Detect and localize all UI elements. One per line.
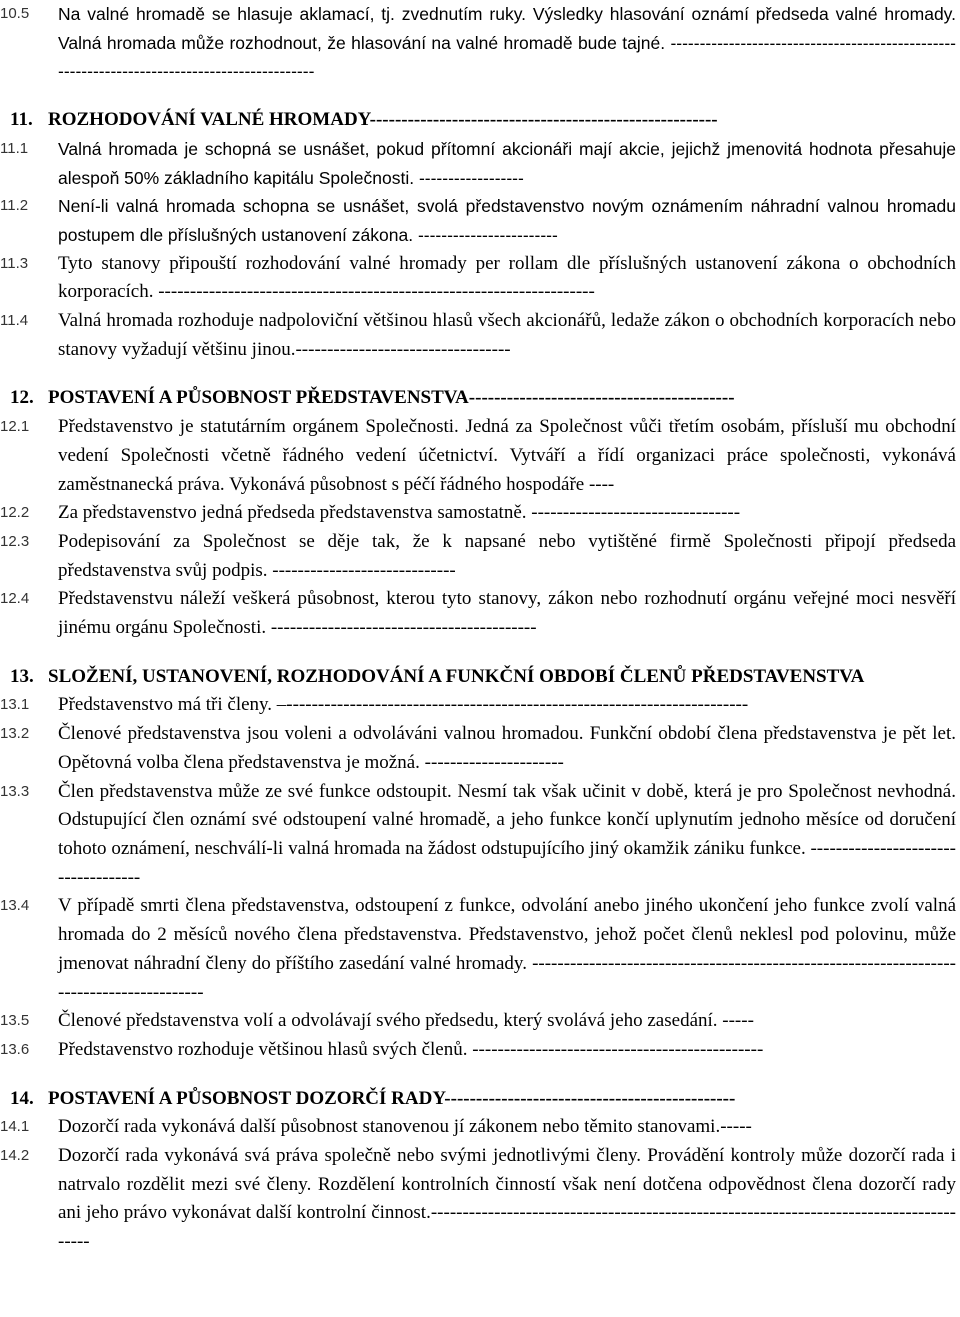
clause-text: Valná hromada rozhoduje nadpoloviční většinou hlasů všech akcionářů, ledaže zákon o obchodních korporacích nebo stanovy vyžadují většinu jinou.---------------------------------- (58, 310, 956, 360)
clause-number: 11.3 (0, 254, 29, 272)
clause-text: Člen představenstva může ze své funkce odstoupit. Nesmí tak však učinit v době, která je pro Společnost nevhodná. Odstupující člen oznámí své odstoupení valné hromadě, a jeho funkce končí uplynutím jednoho měsíce od doručení tohoto oznámení, neschválí-li valná hromada na žádost odstupujícího jiný okamžik zániku funkce. ------------------------------------ (58, 780, 956, 888)
clause-number: 12.3 (0, 532, 30, 550)
clause-number: 13.6 (0, 1040, 30, 1058)
clause-text: Valná hromada je schopná se usnášet, pokud přítomní akcionáři mají akcie, jejichž jmenovitá hodnota přesahuje alespoň 50% základního kapitálu Společnosti. ------------------ (58, 138, 956, 188)
clause-12-3 (0, 528, 960, 585)
clause-13-1 (0, 691, 960, 720)
clause-text: Dozorčí rada vykonává svá práva společně nebo svými jednotlivými členy. Provádění kontroly může dozorčí rada i natrvalo rozdělit mezi své členy. Rozdělení kontrolních činností však není dotčena odpovědnost člena dozorčí rady ani jeho právo vykonávat další kontrolní činnost.---------------------------------------------------------------------------------------- (58, 1145, 956, 1253)
clause-text: Za představenstvo jedná předseda představenstva samostatně. --------------------------------- (58, 502, 741, 524)
clause-text: Tyto stanovy připouští rozhodování valné hromady per rollam dle příslušných ustanovení zákona o obchodních korporacích. --------------------------------------------------------------------- (58, 252, 956, 303)
section-heading-14 (0, 1085, 960, 1114)
clause-number: 13.3 (0, 782, 30, 800)
clause-number: 13.2 (0, 725, 30, 743)
clause-text: Členové představenstva volí a odvolávají svého předsedu, který svolává jeho zasedání. ----- (58, 1010, 754, 1032)
clause-10-5 (0, 0, 960, 86)
clause-14-2 (0, 1142, 960, 1257)
clause-11-4 (0, 307, 960, 364)
clause-13-5 (0, 1007, 960, 1036)
section-number: 13. (10, 665, 34, 687)
clause-text: Představenstvu náleží veškerá působnost, kterou tyto stanovy, zákon nebo rozhodnutí orgánu veřejné moci nesvěří jinému orgánu Společnosti. ------------------------------------------ (58, 588, 956, 639)
clause-text: Podepisování za Společnost se děje tak, že k napsané nebo vytištěné firmě Společnosti připojí předseda představenstva svůj podpis. ----------------------------- (58, 530, 956, 581)
clause-12-1 (0, 413, 960, 499)
section-title: ROZHODOVÁNÍ VALNÉ HROMADY------------------------------------------------------- (48, 109, 718, 131)
clause-text: Na valné hromadě se hlasuje aklamací, tj. zvednutím ruky. Výsledky hlasování oznámí předseda valné hromady. Valná hromada může rozhodnout, že hlasování na valné hromadě bude tajné. --------------------------------------------------------------------------------------------- (58, 4, 956, 82)
clause-number: 12.4 (0, 590, 30, 608)
clause-number: 13.4 (0, 897, 30, 915)
section-heading-13 (0, 663, 960, 692)
section-number: 11. (10, 109, 33, 131)
clause-text: Dozorčí rada vykonává další působnost stanovenou jí zákonem nebo těmito stanovami.----- (58, 1116, 752, 1138)
clause-text: Členové představenstva jsou voleni a odvoláváni valnou hromadou. Funkční období člena představenstva je pět let. Opětovná volba člena představenstva je možná. ---------------------- (58, 723, 956, 773)
clause-text: Představenstvo je statutárním orgánem Společnosti. Jedná za Společnost vůči třetím osobám, přísluší mu obchodní vedení Společnosti včetně řádného vedení účetnictví. Vytváří a řídí organizaci práce společnosti, vykonává zaměstnanecká práva. Vykonává působnost s péčí řádného hospodáře ---- (58, 416, 956, 495)
clause-number: 12.1 (0, 418, 30, 436)
clause-13-4 (0, 892, 960, 1007)
section-number: 14. (10, 1087, 34, 1109)
section-title: POSTAVENÍ A PŮSOBNOST PŘEDSTAVENSTVA------------------------------------------ (48, 387, 735, 409)
section-heading-12 (0, 384, 960, 413)
clause-number: 10.5 (0, 5, 30, 22)
clause-12-4 (0, 585, 960, 642)
clause-11-2 (0, 192, 960, 249)
clause-13-3 (0, 778, 960, 893)
section-number: 12. (10, 387, 34, 409)
clause-13-2 (0, 720, 960, 777)
clause-text: Představenstvo rozhoduje většinou hlasů svých členů. ---------------------------------------------- (58, 1038, 764, 1060)
clause-number: 11.1 (0, 139, 29, 157)
clause-14-1 (0, 1113, 960, 1142)
clause-number: 14.2 (0, 1147, 30, 1165)
clause-11-3 (0, 250, 960, 307)
section-title: POSTAVENÍ A PŮSOBNOST DOZORČÍ RADY---------------------------------------------- (48, 1087, 736, 1109)
clause-text: Není-li valná hromada schopna se usnášet, svolá představenstvo novým oznámením náhradní valnou hromadu postupem dle příslušných ustanovení zákona. ------------------------ (58, 196, 956, 245)
section-heading-11 (0, 106, 960, 135)
clause-number: 11.2 (0, 197, 29, 215)
clause-number: 12.2 (0, 504, 30, 522)
clause-number: 13.1 (0, 696, 30, 714)
clause-text: V případě smrti člena představenstva, odstoupení z funkce, odvolání anebo jiného ukončení jeho funkce zvolí valná hromada do 2 měsíců nového člena představenstva. Představenstvo, jehož počet členů neklesl pod polovinu, může jmenovat náhradní členy do příštího zasedání valné hromady. ------------------------------------------------------------------------------------------ (58, 895, 956, 1003)
clause-number: 14.1 (0, 1118, 30, 1136)
clause-11-1 (0, 135, 960, 192)
section-title: SLOŽENÍ, USTANOVENÍ, ROZHODOVÁNÍ A FUNKČNÍ OBDOBÍ ČLENŮ PŘEDSTAVENSTVA (48, 665, 865, 687)
clause-text: Představenstvo má tři členy. –------------------------------------------------------------------------- (58, 694, 749, 716)
clause-12-2 (0, 499, 960, 528)
clause-13-6 (0, 1036, 960, 1065)
clause-number: 11.4 (0, 312, 29, 330)
clause-number: 13.5 (0, 1012, 30, 1030)
